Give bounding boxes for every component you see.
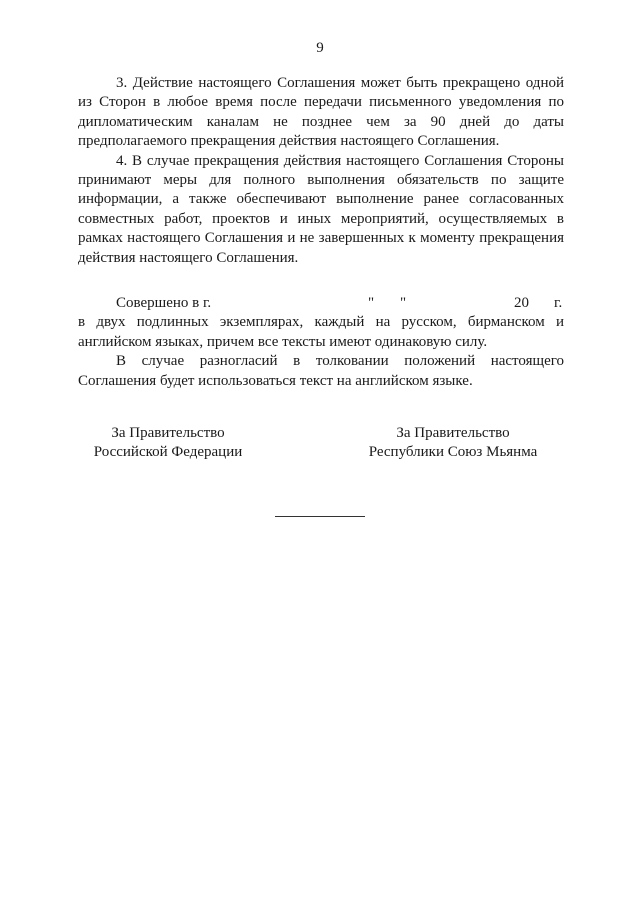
- date-quote-open: ": [368, 295, 375, 311]
- year-prefix: 20: [514, 295, 529, 311]
- signature-left-line1: За Правительство: [111, 425, 225, 441]
- termination-clauses: [78, 74, 564, 268]
- copies-statement: в двух подлинных экземплярах, каждый на русском, бирманском и английском языках, причем все тексты имеют одинаковую силу.: [78, 314, 564, 350]
- signature-left-line2: Российской Федерации: [93, 444, 243, 461]
- done-at-line: [78, 294, 564, 313]
- disagreement-clause: В случае разногласий в толковании положений настоящего Соглашения будет использоваться текст на английском языке.: [78, 353, 564, 389]
- signature-right-line1: За Правительство: [396, 425, 510, 441]
- clause-3: 3. Действие настоящего Соглашения может быть прекращено одной из Сторон в любое время после передачи письменного уведомления по дипломатическим каналам не позднее чем за 90 дней до даты предполагаемого прекращения действия настоящего Соглашения.: [78, 75, 564, 150]
- end-divider: [275, 516, 365, 517]
- signature-right-line2: Республики Союз Мьянма: [368, 444, 538, 461]
- signature-block-russia: [80, 424, 256, 463]
- date-quote-close: ": [400, 295, 407, 311]
- year-suffix: г.: [554, 295, 563, 311]
- page-number: 9: [316, 40, 324, 56]
- signature-block-myanmar: [360, 424, 546, 463]
- clause-4: 4. В случае прекращения действия настоящего Соглашения Стороны принимают меры для полного выполнения обязательств по защите информации, а также обеспечивают выполнение ранее согласованных совместных работ, проектов и иных мероприятий, осуществляемых в рамках настоящего Соглашения и не завершенных к моменту прекращения действия настоящего Соглашения.: [78, 152, 564, 266]
- closing-section: [78, 294, 564, 391]
- done-at-label: Совершено в г.: [116, 295, 212, 311]
